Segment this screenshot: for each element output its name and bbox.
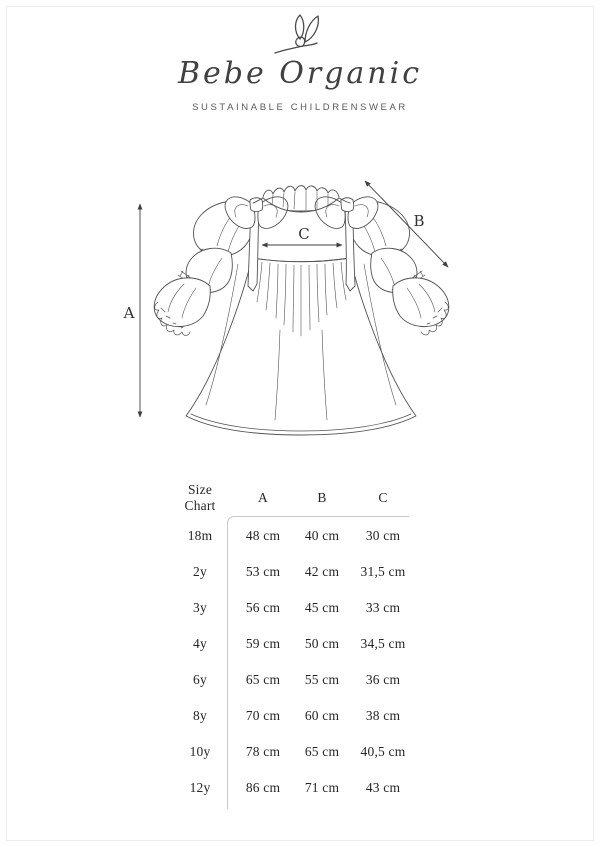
- size-chart-title: Size Chart: [184, 482, 216, 513]
- value-cell-c: 38 cm: [365, 708, 401, 723]
- brand-tagline: SUSTAINABLE CHILDRENSWEAR: [192, 102, 408, 113]
- value-cell-b: 50 cm: [304, 636, 340, 651]
- size-chart-table: [166, 478, 414, 806]
- value-cell-a: 70 cm: [245, 708, 281, 723]
- size-row: [166, 698, 414, 734]
- brand-name: Bebe Organic: [177, 56, 423, 91]
- leaf-branch-icon: [272, 8, 332, 60]
- size-label-cell: 6y: [193, 672, 207, 687]
- value-cell-b: 71 cm: [304, 780, 340, 795]
- size-row: [166, 554, 414, 590]
- value-cell-b: 55 cm: [304, 672, 340, 687]
- size-row: [166, 662, 414, 698]
- size-label-cell: 10y: [189, 744, 211, 759]
- size-label-cell: 2y: [193, 564, 207, 579]
- size-label-cell: 12y: [189, 780, 211, 795]
- measurement-label-a: A: [123, 304, 135, 322]
- value-cell-a: 59 cm: [245, 636, 281, 651]
- size-row: [166, 518, 414, 554]
- value-cell-a: 56 cm: [245, 600, 281, 615]
- value-cell-b: 45 cm: [304, 600, 340, 615]
- size-row: [166, 770, 414, 806]
- value-cell-c: 33 cm: [365, 600, 401, 615]
- value-cell-a: 86 cm: [245, 780, 281, 795]
- value-cell-b: 65 cm: [304, 744, 340, 759]
- size-label-cell: 3y: [193, 600, 207, 615]
- size-row: [166, 590, 414, 626]
- size-row: [166, 626, 414, 662]
- column-header-c: C: [378, 490, 388, 505]
- value-cell-a: 78 cm: [245, 744, 281, 759]
- value-cell-b: 42 cm: [304, 564, 340, 579]
- value-cell-b: 40 cm: [304, 528, 340, 543]
- column-header-a: A: [258, 490, 268, 505]
- size-label-cell: 8y: [193, 708, 207, 723]
- dress-drawing: [154, 186, 449, 435]
- value-cell-c: 36 cm: [365, 672, 401, 687]
- measurement-label-c: C: [298, 225, 310, 243]
- value-cell-a: 65 cm: [245, 672, 281, 687]
- size-label-cell: 18m: [187, 528, 213, 543]
- dress-technical-drawing: [0, 150, 600, 480]
- column-header-b: B: [317, 490, 327, 505]
- size-row: [166, 734, 414, 770]
- measurement-label-b: B: [413, 212, 425, 230]
- value-cell-c: 31,5 cm: [360, 564, 406, 579]
- value-cell-c: 40,5 cm: [360, 744, 406, 759]
- value-cell-c: 34,5 cm: [360, 636, 406, 651]
- value-cell-c: 43 cm: [365, 780, 401, 795]
- size-label-cell: 4y: [193, 636, 207, 651]
- value-cell-b: 60 cm: [304, 708, 340, 723]
- value-cell-a: 48 cm: [245, 528, 281, 543]
- value-cell-c: 30 cm: [365, 528, 401, 543]
- value-cell-a: 53 cm: [245, 564, 281, 579]
- table-header-row: [166, 478, 414, 518]
